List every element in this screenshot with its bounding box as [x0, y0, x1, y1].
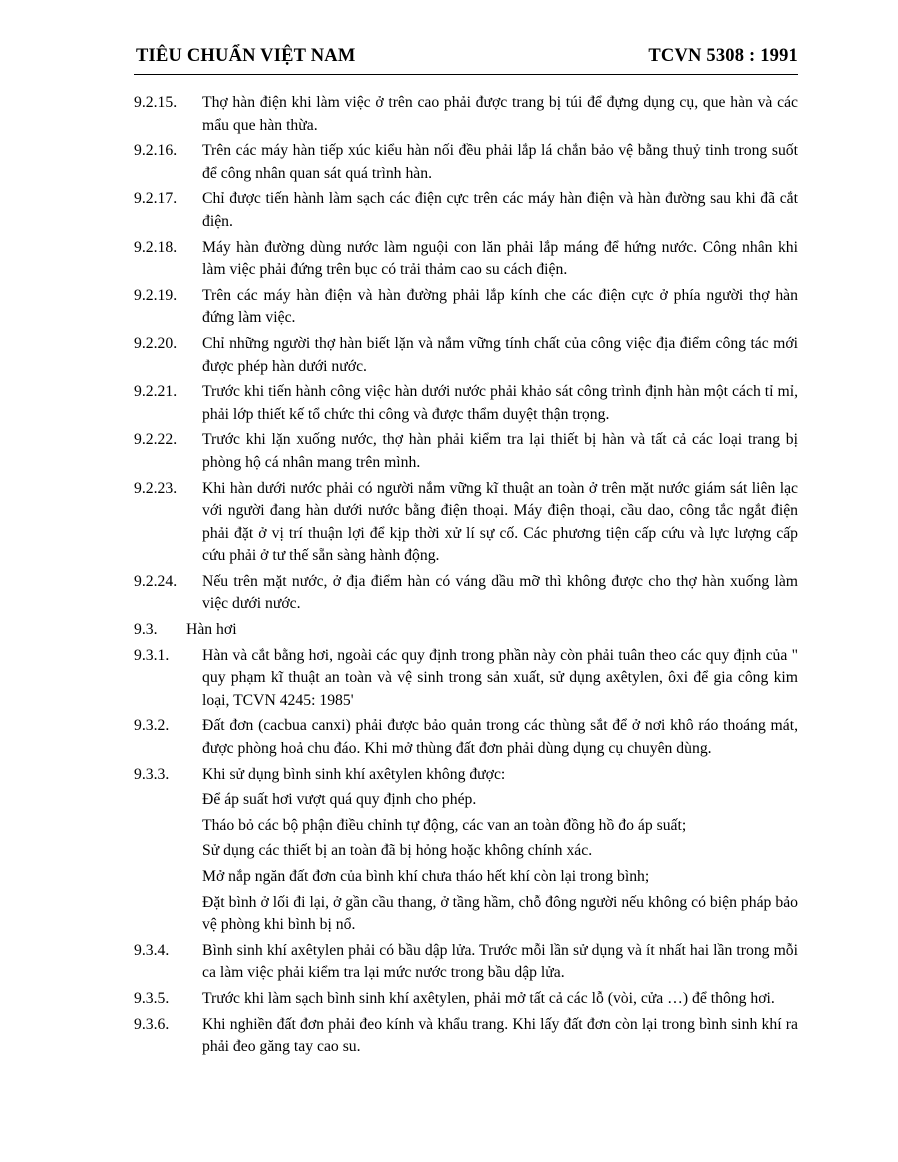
clause: [134, 285, 798, 330]
clause-text: Trước khi làm sạch bình sinh khí axêtylen, phải mở tất cả các lỗ (vòi, cửa …) để thông hơi.: [202, 989, 775, 1007]
sub-clause: Để áp suất hơi vượt quá quy định cho phép.: [202, 791, 477, 809]
clause-number: 9.2.16.: [134, 142, 178, 160]
clause: [134, 715, 798, 760]
clause-text: Khi hàn dưới nước phải có người nắm vững kĩ thuật an toàn ở trên mặt nước giám sát liên lạc với người đang hàn dưới nước bằng điện thoại. Máy điện thoại, cầu dao, công tắc ngắt điện phải đặt ở vị trí thuận lợi để kịp thời xử lí sự cố. Các phương tiện cấp cứu và lực lượng cấp cứu phải ở tư thế sẵn sàng hành động.: [202, 479, 798, 565]
clause: [134, 478, 798, 568]
clause: [134, 140, 798, 185]
clause: [134, 645, 798, 713]
clause-text: Nếu trên mặt nước, ở địa điểm hàn có váng dầu mỡ thì không được cho thợ hàn xuống làm việc dưới nước.: [202, 572, 798, 613]
clause-number: 9.3.6.: [134, 1015, 170, 1033]
sub-clause: Tháo bỏ các bộ phận điều chỉnh tự động, các van an toàn đồng hồ đo áp suất;: [202, 816, 687, 834]
clause-number: 9.3.4.: [134, 941, 170, 959]
sub-clause: Sử dụng các thiết bị an toàn đã bị hỏng hoặc không chính xác.: [202, 842, 593, 860]
clause: [134, 429, 798, 474]
page-header: [136, 46, 798, 67]
clause: [134, 1014, 798, 1059]
clause-number: 9.2.19.: [134, 286, 178, 304]
clause-number: 9.2.24.: [134, 572, 178, 590]
header-standard-code: TCVN 5308 : 1991: [648, 46, 798, 66]
clause-number: 9.3.2.: [134, 717, 170, 735]
clause: [134, 188, 798, 233]
clause-text: Trước khi lặn xuống nước, thợ hàn phải kiểm tra lại thiết bị hàn và tất cả các loại trang bị phòng hộ cá nhân mang trên mình.: [202, 431, 798, 471]
clause-text: Chỉ những người thợ hàn biết lặn và nắm vững tính chất của công việc địa điểm công tác mới được phép hàn dưới nước.: [202, 334, 798, 375]
clause-number: 9.2.21.: [134, 383, 178, 401]
clause-text: Đất đơn (cacbua canxi) phải được bảo quản trong các thùng sắt để ở nơi khô ráo thoáng mát, được phòng hoả chu đáo. Khi mở thùng đất đơn phải dùng dụng cụ chuyên dùng.: [202, 717, 798, 758]
clause-text: Trước khi tiến hành công việc hàn dưới nước phải khảo sát công trình định hàn một cách tỉ mỉ, phải lớp thiết kế tổ chức thi công và được thẩm duyệt thận trọng.: [202, 383, 798, 423]
clause-number: 9.2.22.: [134, 431, 178, 449]
section-heading: [134, 619, 798, 642]
clause-text: Máy hàn đường dùng nước làm nguội con lăn phải lắp máng để hứng nước. Công nhân khi làm việc phải đứng trên bục có trải thảm cao su cách điện.: [202, 238, 798, 279]
clause-text: Trên các máy hàn điện và hàn đường phải lắp kính che các điện cực ở phía người thợ hàn đứng làm việc.: [202, 286, 798, 327]
clause-number: 9.3.5.: [134, 989, 170, 1007]
clause-text: Khi nghiền đất đơn phải đeo kính và khẩu trang. Khi lấy đất đơn còn lại trong bình sinh khí ra phải đeo găng tay cao su.: [202, 1015, 798, 1056]
clause: [134, 988, 798, 1011]
header-rule: [134, 74, 798, 75]
clause: [134, 940, 798, 985]
clause-text: Chỉ được tiến hành làm sạch các điện cực trên các máy hàn điện và hàn đường sau khi đã cắt điện.: [202, 190, 798, 230]
section-title: Hàn hơi: [186, 621, 237, 639]
clause: [134, 92, 798, 137]
document-body: [134, 92, 798, 1062]
clause: [134, 381, 798, 426]
clause-number: 9.2.20.: [134, 334, 178, 352]
section-number: 9.3.: [134, 621, 158, 639]
clause: [134, 764, 798, 787]
clause-text: Thợ hàn điện khi làm việc ở trên cao phải được trang bị túi để đựng dụng cụ, que hàn và các mẩu que hàn thừa.: [202, 94, 798, 134]
clause: [134, 333, 798, 378]
clause-number: 9.2.15.: [134, 94, 178, 111]
clause-text: Bình sinh khí axêtylen phải có bầu dập lửa. Trước mỗi lần sử dụng và ít nhất hai lần trong mỗi ca làm việc phải kiểm tra lại mức nước trong bầu dập lửa.: [202, 941, 798, 982]
clause-text: Hàn và cắt bằng hơi, ngoài các quy định trong phần này còn phải tuân theo các quy định của " quy phạm kĩ thuật an toàn và vệ sinh trong sản xuất, sử dụng axêtylen, ôxi để gia công kim loại, TCVN 4245: 1985': [202, 646, 798, 709]
clause-number: 9.2.18.: [134, 238, 178, 256]
clause-number: 9.2.23.: [134, 479, 178, 497]
sub-clause: Mở nắp ngăn đất đơn của bình khí chưa tháo hết khí còn lại trong bình;: [202, 868, 650, 885]
clause-text: Trên các máy hàn tiếp xúc kiểu hàn nối đều phải lắp lá chắn bảo vệ bằng thuỷ tinh trong suốt để công nhân quan sát quá trình hàn.: [202, 142, 798, 182]
clause-text: Khi sử dụng bình sinh khí axêtylen không được:: [202, 765, 506, 783]
sub-clause: Đặt bình ở lối đi lại, ở gần cầu thang, ở tầng hầm, chỗ đông người nếu không có biện pháp bảo vệ phòng khi bình bị nổ.: [202, 893, 798, 934]
header-standard-title: TIÊU CHUẨN VIỆT NAM: [136, 46, 356, 66]
clause-number: 9.3.1.: [134, 646, 170, 664]
clause-number: 9.3.3.: [134, 765, 170, 783]
clause: [134, 571, 798, 616]
clause-number: 9.2.17.: [134, 190, 178, 208]
clause: [134, 237, 798, 282]
